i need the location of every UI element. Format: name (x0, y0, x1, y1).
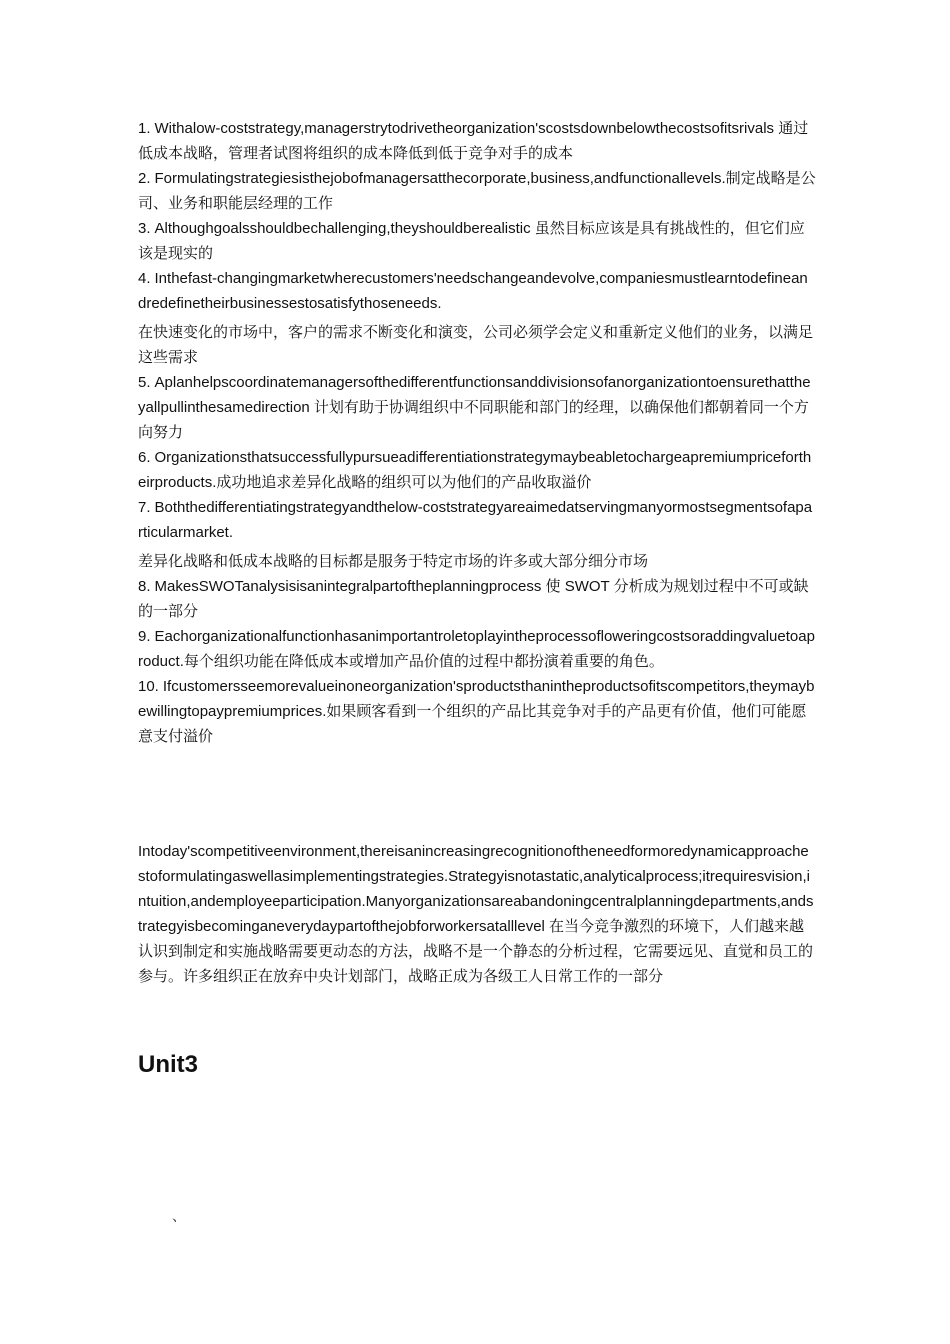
stray-mark: 、 (172, 1208, 186, 1224)
item-text: Althoughgoalsshouldbechallenging,theyshouldberealistic 虽然目标应该是具有挑战性的，但它们应该是现实的 (138, 220, 805, 262)
item-number: 6. (138, 449, 151, 466)
list-item (138, 370, 816, 445)
item-text: MakesSWOTanalysisisanintegralpartoftheplanningprocess 使 SWOT 分析成为规划过程中不可或缺的一部分 (138, 578, 809, 620)
item-number: 8. (138, 578, 151, 595)
list-item (138, 574, 816, 624)
item-text: Aplanhelpscoordinatemanagersofthedifferentfunctionsanddivisionsofanorganizationtoensurethattheyallpullinthesamedirection 计划有助于协调组织中不同职能和部门的经理，以确保他们都朝着同一个方向努力 (138, 374, 811, 441)
item-number: 9. (138, 628, 151, 645)
list-item (138, 445, 816, 495)
list-item (138, 266, 816, 370)
unit-heading: Unit3 (138, 1051, 198, 1078)
item-text: Ifcustomersseemorevalueinoneorganization'sproductsthanintheproductsofitscompetitors,theymaybewillingtopaypremiumprices.如果顾客看到一个组织的产品比其竞争对手的产品更有价值，他们可能愿意支付溢价 (138, 678, 815, 745)
body-paragraph: Intoday'scompetitiveenvironment,thereisanincreasingrecognitionoftheneedformoredynamicapproachestoformulatingaswellasimplementingstrategies.Strategyisnotastatic,analyticalprocess;itrequiresvision,intuition,andemployeeparticipation.Manyorganizationsareabandoningcentralplanningdepartments,andstrategyisbecominganeverydaypartofthejobforworkersatalllevel 在当今竞争激烈的环境下，人们越来越认识到制定和实施战略需要更动态的方法，战略不是一个静态的分析过程，它需要远见、直觉和员工的参与。许多组织正在放弃中央计划部门，战略正成为各级工人日常工作的一部分 (138, 843, 814, 985)
item-text: Boththedifferentiatingstrategyandthelow-coststrategyareaimedatservingmanyormostsegmentsofaparticularmarket. (138, 499, 813, 541)
list-item (138, 674, 816, 749)
item-number: 4. (138, 270, 151, 287)
list-item (138, 116, 816, 166)
item-translation: 差异化战略和低成本战略的目标都是服务于特定市场的许多或大部分细分市场 (138, 553, 649, 570)
list-item (138, 216, 816, 266)
item-text: Eachorganizationalfunctionhasanimportantroletoplayintheprocessofloweringcostsoraddingvaluetoaproduct.每个组织功能在降低成本或增加产品价值的过程中都扮演着重要的角色。 (138, 628, 815, 670)
item-text: Inthefast-changingmarketwherecustomers'needschangeandevolve,companiesmustlearntodefineandredefinetheirbusinessestosatisfythoseneeds. (138, 270, 808, 312)
item-text: Organizationsthatsuccessfullypursueadifferentiationstrategymaybeabletochargeapremiumpricefortheirproducts.成功地追求差异化战略的组织可以为他们的产品收取溢价 (138, 449, 812, 491)
item-number: 3. (138, 220, 151, 237)
item-number: 5. (138, 374, 151, 391)
item-translation: 在快速变化的市场中，客户的需求不断变化和演变，公司必须学会定义和重新定义他们的业务，以满足这些需求 (138, 324, 814, 366)
list-item (138, 166, 816, 216)
item-number: 1. (138, 120, 151, 137)
item-number: 7. (138, 499, 151, 516)
numbered-list (138, 116, 816, 749)
item-text: Withalow-coststrategy,managerstrytodrivetheorganization'scostsdownbelowthecostsofitsrivals 通过低成本战略，管理者试图将组织的成本降低到低于竞争对手的成本 (138, 120, 809, 162)
item-text: Formulatingstrategiesisthejobofmanagersatthecorporate,business,andfunctionallevels.制定战略是公司、业务和职能层经理的工作 (138, 170, 816, 212)
list-item (138, 624, 816, 674)
item-number: 10. (138, 678, 159, 695)
list-item (138, 495, 816, 574)
item-number: 2. (138, 170, 151, 187)
